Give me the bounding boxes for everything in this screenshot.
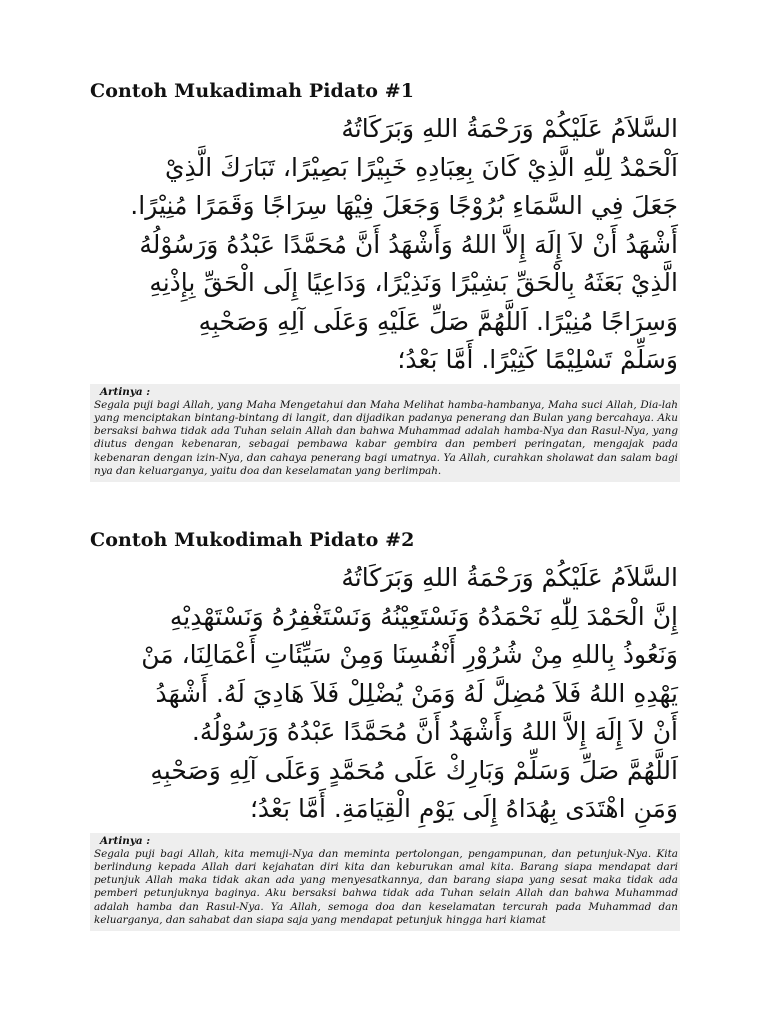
arabic-line: أَشْهَدُ أَنْ لاَ إِلَهَ إِلاَّ اللهُ وَأَشْهَدُ أَنَّ مُحَمَّدًا عَبْدُهُ وَرَسُوْلُهُ — [139, 229, 678, 259]
translation-label: Artinya : — [100, 834, 151, 847]
translation-box — [90, 384, 680, 482]
translation-box — [90, 833, 680, 931]
arabic-line: جَعَلَ فِي السَّمَاءِ بُرُوْجًا وَجَعَلَ فِيْهَا سِرَاجًا وَقَمَرًا مُنِيْرًا. — [130, 191, 678, 220]
mukadimah-section-2 — [90, 527, 680, 931]
arabic-line: إِنَّ الْحَمْدَ لِلّٰهِ نَحْمَدُهُ وَنَسْتَعِيْنُهُ وَنَسْتَغْفِرُهُ وَنَسْتَهْدِيْهِ — [169, 601, 678, 631]
translation-text: Segala puji bagi Allah, kita memuji-Nya dan meminta pertolongan, pengampunan, dan petunjuk-Nya. Kita berlindung kepada Allah dari kejahatan diri kita dan keburukan amal kita. Barang siapa mendapat dari petunjuk Allah maka tidak akan ada yang menyesatkannya, dan barang siapa yang sesat maka tidak ada pemberi petunjuknya baginya. Aku bersaksi bahwa tidak ada Tuhan selain Allah dan bahwa Muhammad adalah hamba dan Rasul-Nya. Ya Allah, semoga doa dan keselamatan tercurah pada Muhammad dan keluarganya, dan sahabat dan siapa saja yang mendapat petunjuk hingga hari kiamat — [94, 847, 678, 926]
arabic-line: اَلْحَمْدُ لِلّٰهِ الَّذِيْ كَانَ بِعِبَادِهِ خَبِيْرًا بَصِيْرًا، تَبَارَكَ الَّذِيْ — [164, 152, 678, 182]
arabic-line: وَسَلِّمْ تَسْلِيْمًا كَثِيْرًا. أَمَّا بَعْدُ؛ — [397, 345, 678, 374]
arabic-line: يَهْدِهِ اللهُ فَلاَ مُضِلَّ لَهُ وَمَنْ يُضْلِلْ فَلاَ هَادِيَ لَهُ. أَشْهَدُ — [155, 678, 678, 708]
section-heading: Contoh Mukadimah Pidato #1 — [90, 80, 415, 102]
mukadimah-section-1 — [90, 78, 680, 482]
arabic-line: اَللَّهُمَّ صَلِّ وَسَلِّمْ وَبَارِكْ عَلَى مُحَمَّدٍ وَعَلَى آلِهِ وَصَحْبِهِ — [150, 755, 678, 785]
arabic-line: وَسِرَاجًا مُنِيْرًا. اَللَّهُمَّ صَلِّ عَلَيْهِ وَعَلَى آلِهِ وَصَحْبِهِ — [198, 306, 678, 336]
translation-text: Segala puji bagi Allah, yang Maha Mengetahui dan Maha Melihat hamba-hambanya, Maha suci Allah, Dia-lah yang menciptakan bintang-bintang di langit, dan dijadikan padanya penerang dan Bulan yang bercahaya. Aku bersaksi bahwa tidak ada Tuhan selain Allah dan bahwa Muhammad adalah hamba-Nya dan Rasul-Nya, yang diutus dengan kebenaran, sebagai pembawa kabar gembira dan pemberi peringatan, mengajak pada kebenaran dengan izin-Nya, dan cahaya penerang bagi umatnya. Ya Allah, curahkan sholawat dan salam bagi nya dan keluarganya, yaitu doa dan keselamatan yang berlimpah. — [94, 398, 678, 477]
arabic-text — [90, 559, 680, 829]
translation-label: Artinya : — [100, 385, 151, 398]
arabic-line: وَمَنِ اهْتَدَى بِهُدَاهُ إِلَى يَوْمِ الْقِيَامَةِ. أَمَّا بَعْدُ؛ — [249, 794, 678, 823]
arabic-text — [90, 110, 680, 380]
arabic-line: أَنْ لاَ إِلَهَ إِلاَّ اللهُ وَأَشْهَدُ أَنَّ مُحَمَّدًا عَبْدُهُ وَرَسُوْلُهُ. — [191, 717, 678, 746]
arabic-line: وَنَعُوذُ بِاللهِ مِنْ شُرُوْرِ أَنْفُسِنَا وَمِنْ سَيِّئَاتِ أَعْمَالِنَا، مَنْ — [141, 640, 678, 669]
section-heading: Contoh Mukodimah Pidato #2 — [90, 529, 415, 551]
arabic-line: السَّلاَمُ عَلَيْكُمْ وَرَحْمَةُ اللهِ وَبَرَكَاتُهُ — [341, 563, 678, 592]
arabic-line: السَّلاَمُ عَلَيْكُمْ وَرَحْمَةُ اللهِ وَبَرَكَاتُهُ — [341, 114, 678, 143]
arabic-line: الَّذِيْ بَعَثَهُ بِالْحَقِّ بَشِيْرًا وَنَذِيْرًا، وَدَاعِيًا إِلَى الْحَقِّ بِإِذْنِهِ — [149, 268, 678, 297]
